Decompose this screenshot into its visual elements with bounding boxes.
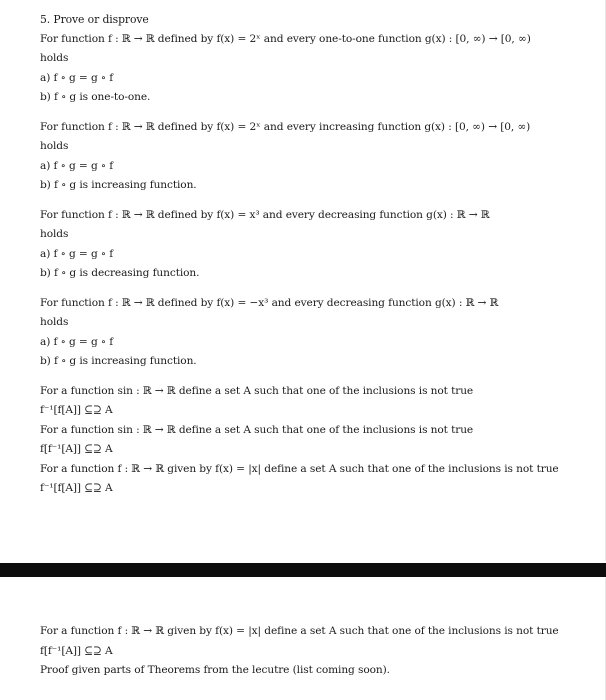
statement-line: holds [40,52,69,64]
page-1-content [40,10,596,509]
statement-line: For function f : ℝ → ℝ defined by f(x) = x³ and every decreasing function g(x) : ℝ → ℝ [40,208,490,221]
statement-line: For a function sin : ℝ → ℝ define a set A such that one of the inclusions is not true [40,384,474,397]
page-2-content [40,622,596,681]
part-b: b) f ∘ g is decreasing function. [40,267,200,279]
part-b: b) f ∘ g is increasing function. [40,355,197,367]
problem-heading: 5. Prove or disprove [40,13,149,26]
document-page-2 [0,578,606,700]
statement-block-1 [40,30,596,108]
statement-line: For function f : ℝ → ℝ defined by f(x) = −x³ and every decreasing function g(x) : ℝ → ℝ [40,296,499,309]
statement-line: For a function sin : ℝ → ℝ define a set A such that one of the inclusions is not true [40,423,474,436]
statement-line: For function f : ℝ → ℝ defined by f(x) = 2ˣ and every increasing function g(x) : [0, ∞) → [0, ∞) [40,120,531,133]
inclusion-formula: f⁻¹[f[A]] ⊆⊇ A [40,482,113,494]
statement-line: For function f : ℝ → ℝ defined by f(x) = 2ˣ and every one-to-one function g(x) : [0, ∞) → [0, ∞) [40,32,531,45]
page-break-divider [0,563,606,577]
inclusion-formula: f[f⁻¹[A]] ⊆⊇ A [40,644,113,657]
statement-line: holds [40,316,69,328]
statement-line: For a function f : ℝ → ℝ given by f(x) = |x| define a set A such that one of the inclusions is not true [40,462,559,475]
part-a: a) f ∘ g = g ∘ f [40,159,114,172]
statement-line: holds [40,140,69,152]
inclusion-formula: f⁻¹[f[A]] ⊆⊇ A [40,404,113,416]
part-a: a) f ∘ g = g ∘ f [40,71,114,84]
part-b: b) f ∘ g is one-to-one. [40,91,151,103]
part-b: b) f ∘ g is increasing function. [40,179,197,191]
inclusion-block [40,382,596,499]
part-a: a) f ∘ g = g ∘ f [40,335,114,348]
inclusion-formula: f[f⁻¹[A]] ⊆⊇ A [40,443,113,455]
statement-line: holds [40,228,69,240]
closing-note: Proof given parts of Theorems from the lecutre (list coming soon). [40,664,390,676]
part-a: a) f ∘ g = g ∘ f [40,247,114,260]
statement-block-4 [40,294,596,372]
statement-block-3 [40,206,596,284]
statement-block-2 [40,118,596,196]
statement-line: For a function f : ℝ → ℝ given by f(x) = |x| define a set A such that one of the inclusions is not true [40,625,559,637]
